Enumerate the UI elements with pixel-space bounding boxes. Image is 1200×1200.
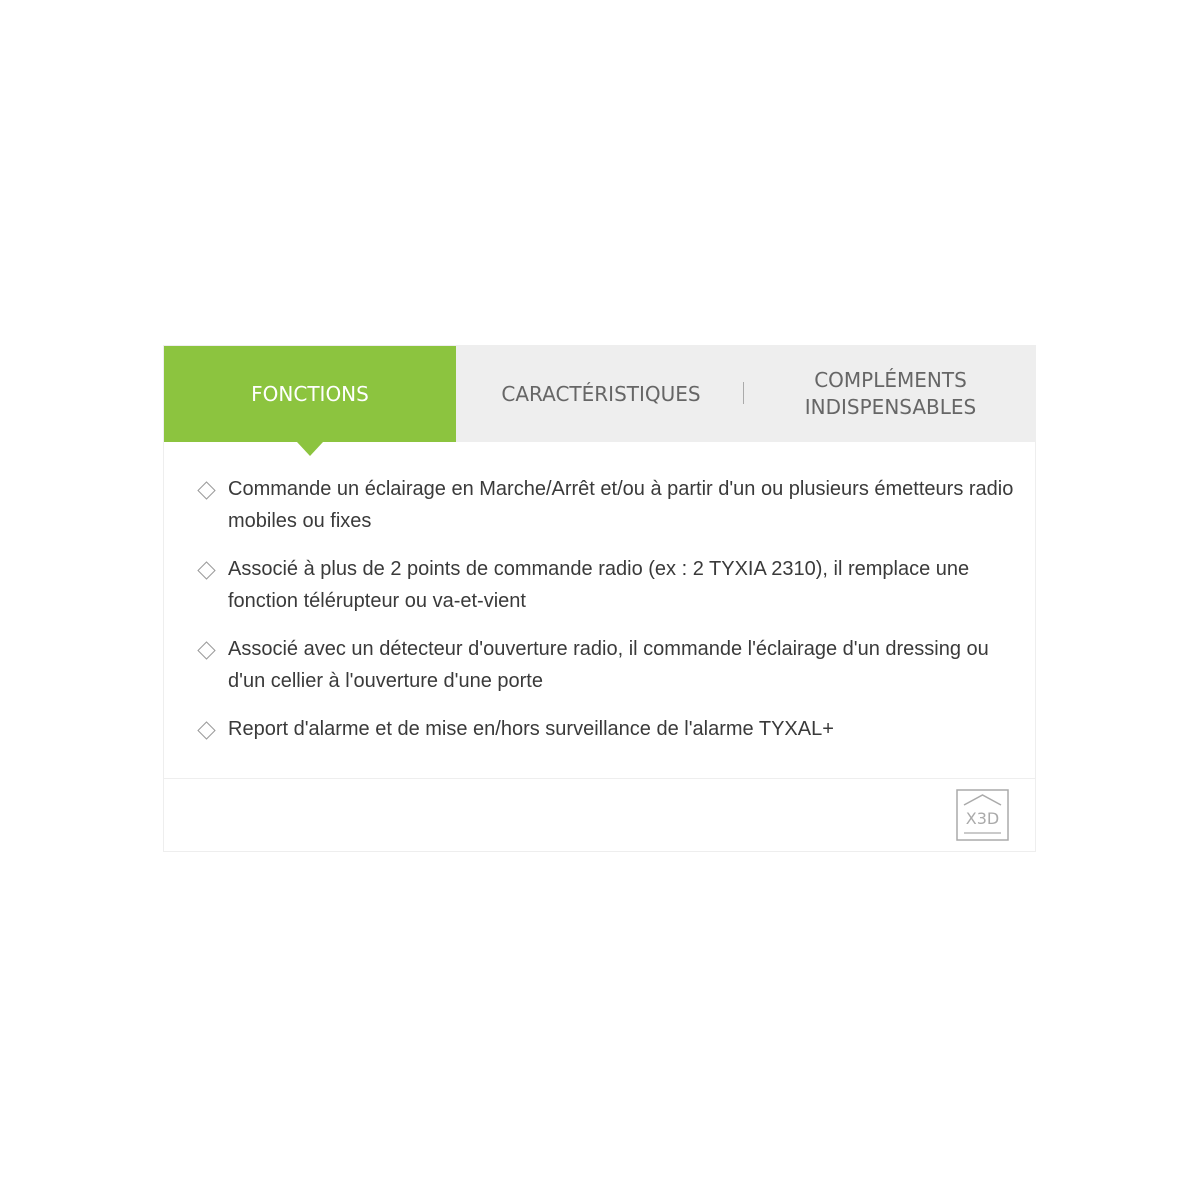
feature-text: Associé avec un détecteur d'ouverture radio, il commande l'éclairage d'un dressing ou d'un cellier à l'ouverture d'une porte [228,638,989,692]
tab-bar [164,346,1035,442]
tab-complements[interactable] [746,346,1035,442]
tab-fonctions-label: FONCTIONS [251,381,369,406]
list-item [194,633,1015,697]
diamond-bullet-icon [197,561,215,579]
tab-separator [743,382,744,404]
diamond-bullet-icon [197,641,215,659]
diamond-bullet-icon [197,481,215,499]
tab-content-fonctions [164,442,1035,778]
panel-footer [164,778,1035,851]
feature-list [194,473,1015,745]
product-info-panel [163,345,1036,852]
tab-caracteristiques-label: CARACTÉRISTIQUES [501,381,701,406]
feature-text: Associé à plus de 2 points de commande radio (ex : 2 TYXIA 2310), il remplace une fonction télérupteur ou va-et-vient [228,558,970,612]
tab-caracteristiques[interactable] [456,346,746,442]
list-item [194,713,1015,745]
diamond-bullet-icon [197,721,215,739]
feature-text: Commande un éclairage en Marche/Arrêt et/ou à partir d'un ou plusieurs émetteurs radio mobiles ou fixes [228,478,1014,532]
tab-complements-label: COMPLÉMENTS INDISPENSABLES [804,368,977,419]
list-item [194,473,1015,537]
x3d-logo-icon [956,789,1009,841]
feature-text: Report d'alarme et de mise en/hors surveillance de l'alarme TYXAL+ [228,718,834,740]
list-item [194,553,1015,617]
tab-fonctions[interactable] [164,346,456,442]
x3d-logo-text: X3D [965,809,1000,828]
